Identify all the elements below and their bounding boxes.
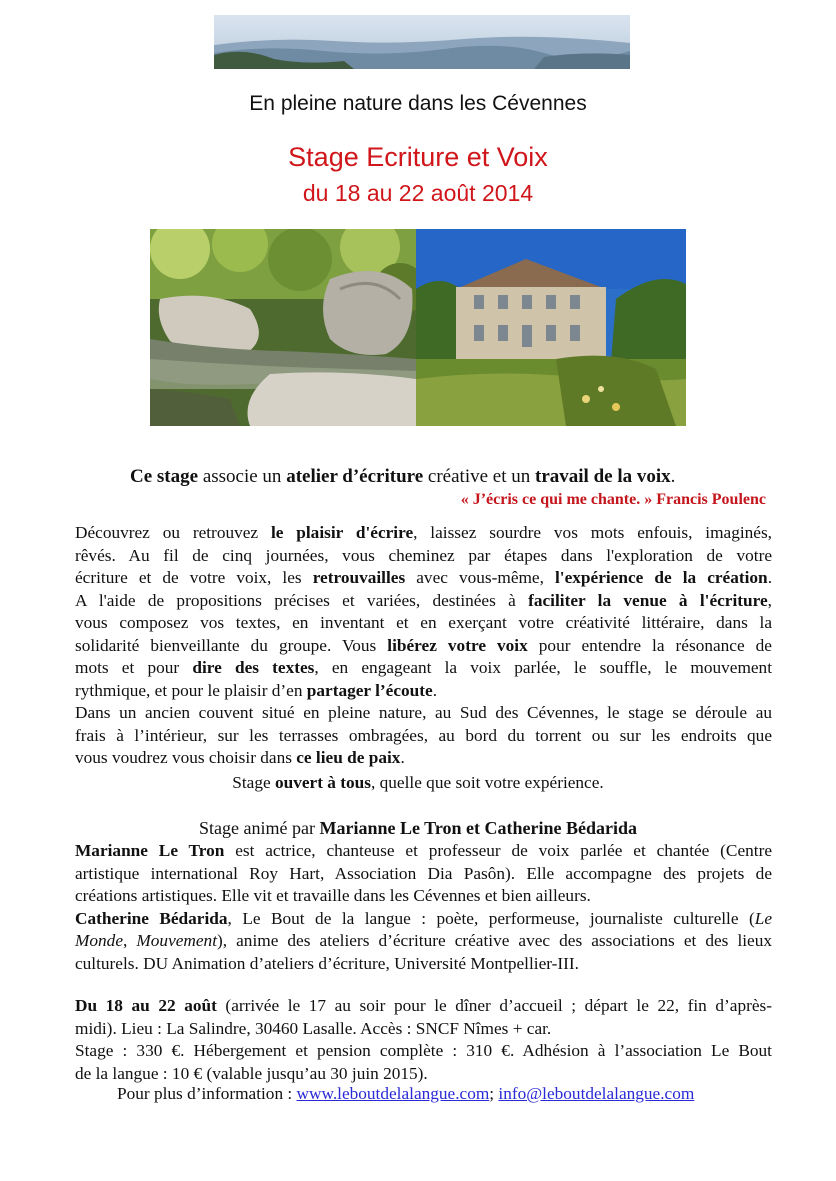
banner-landscape-image	[214, 15, 630, 69]
river-photo	[150, 229, 416, 426]
contact-line: Pour plus d’information : www.leboutdelalangue.com; info@leboutdelalangue.com	[117, 1084, 695, 1103]
facilitators-bios: Marianne Le Tron est actrice, chanteuse et professeur de voix parlée et chantée (Centre artistique international Roy Hart, Association Dia Pasôn). Elle accompagne des projets de créations artistiques. Elle vit et travaille dans les Cévennes et bien ailleurs. Catherine Bédarida, Le Bout de la langue : poète, performeuse, journaliste culturelle (Le Monde, Mouvement), anime des ateliers d’écriture créative avec des associations et des lieux culturels. DU Animation d’ateliers d’écriture, Université Montpellier-III.	[75, 841, 773, 973]
house-photo	[416, 229, 686, 426]
quote: « J’écris ce qui me chante. » Francis Poulenc	[460, 491, 766, 508]
facilitators-heading: Stage animé par Marianne Le Tron et Catherine Bédarida	[199, 818, 637, 838]
practical-info: Du 18 au 22 août (arrivée le 17 au soir pour le dîner d’accueil ; départ le 22, fin d’après- midi). Lieu : La Salindre, 30460 Lasalle. Accès : SNCF Nîmes + car. Stage : 330 €. Hébergement et pension complète : 310 €. Adhésion à l’association Le Bout de la langue : 10 € (valable jusqu’au 30 juin 2015).	[75, 996, 773, 1083]
page-title: Stage Ecriture et Voix	[288, 142, 548, 172]
open-to-all-line: Stage ouvert à tous, quelle que soit votre expérience.	[232, 773, 604, 792]
event-dates: du 18 au 22 août 2014	[302, 180, 534, 206]
email-link[interactable]: info@leboutdelalangue.com	[498, 1084, 695, 1103]
description-paragraph: Découvrez ou retrouvez le plaisir d'écrire, laissez sourdre vos mots enfouis, imaginés, rêvés. Au fil de cinq journées, vous cheminez par étapes dans l'exploration de votre écriture et de votre voix, les retrouvailles avec vous-même, l'expérience de la création. A l'aide de propositions précises et variées, destinées à faciliter la venue à l'écriture, vous composez vos textes, en inventant et en exerçant votre créativité littéraire, dans la solidarité bienveillante du groupe. Vous libérez votre voix pour entendre la résonance de mots et pour dire des textes, en engageant la voix parlée, le souffle, le mouvement rythmique, et pour le plaisir d’en partager l’écoute. Dans un ancien couvent situé en pleine nature, au Sud des Cévennes, le stage se déroule au frais à l’intérieur, sur les terrasses ombragées, au bord du torrent ou sur les endroits que vous voudrez vous choisir dans ce lieu de paix.	[75, 523, 773, 767]
intro-line: Ce stage associe un atelier d’écriture créative et un travail de la voix.	[130, 466, 676, 487]
website-link[interactable]: www.leboutdelalangue.com	[296, 1084, 490, 1103]
subtitle: En pleine nature dans les Cévennes	[249, 92, 587, 115]
